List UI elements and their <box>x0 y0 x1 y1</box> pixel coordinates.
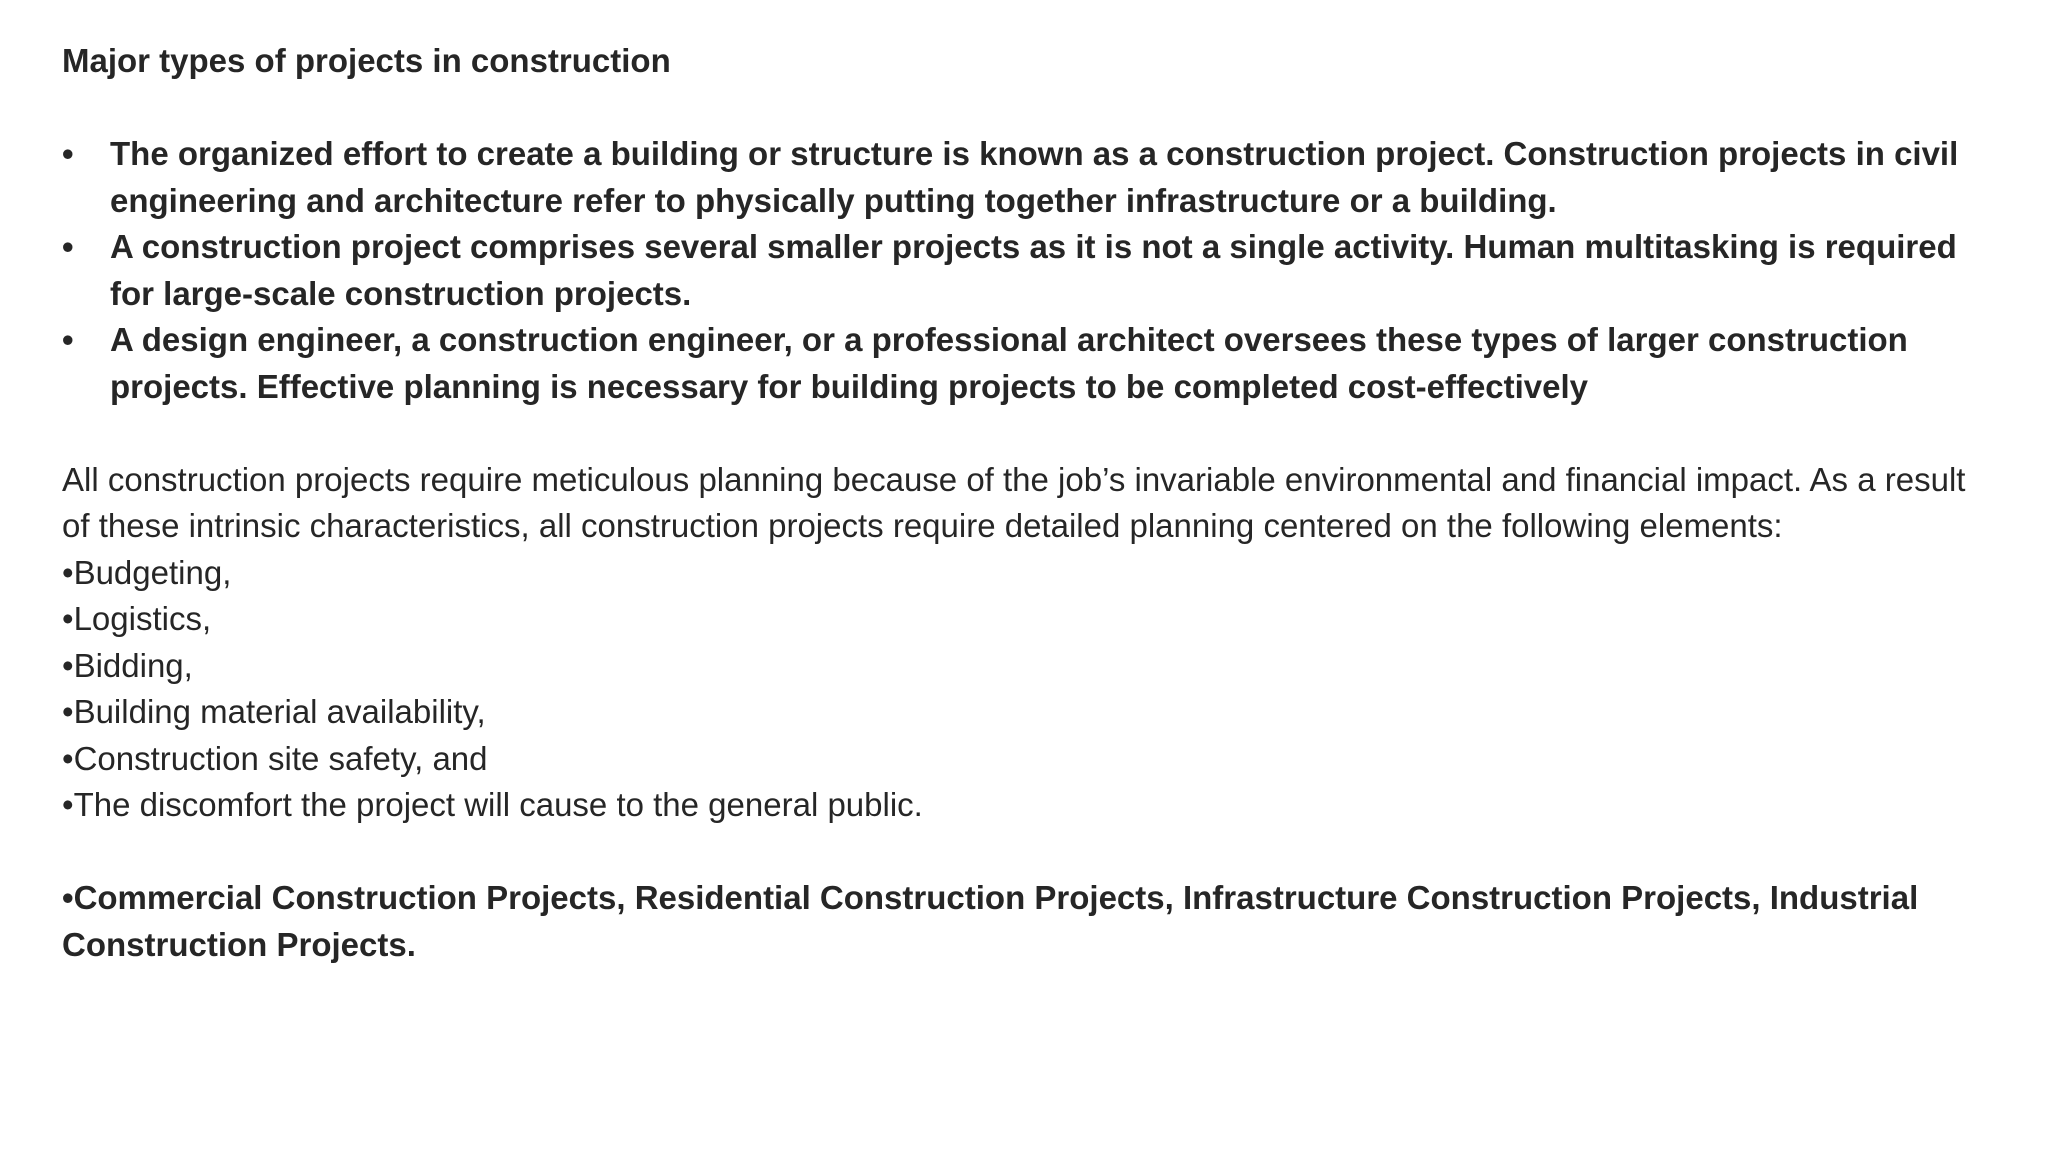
bullet-icon: • <box>62 228 74 265</box>
planning-element <box>62 550 2002 597</box>
project-types-text: Commercial Construction Projects, Residential Construction Projects, Infrastructure Construction Projects, Industrial Construction Projects. <box>62 879 1919 963</box>
key-point <box>62 317 2002 410</box>
key-point-text: A design engineer, a construction engineer, or a professional architect oversees these types of larger construction projects. Effective planning is necessary for building projects to be completed cost-effectively <box>110 321 1908 405</box>
key-point-text: The organized effort to create a building or structure is known as a construction project. Construction projects in civil engineering and architecture refer to physically putting together infrastructure or a building. <box>110 135 1959 219</box>
bullet-icon: • <box>62 693 74 730</box>
slide-content <box>62 38 2002 968</box>
planning-element <box>62 596 2002 643</box>
planning-element-text: Budgeting, <box>73 553 232 591</box>
key-point <box>62 131 2002 224</box>
spacer <box>62 829 2002 876</box>
planning-element-text: Logistics, <box>73 600 212 637</box>
planning-element-text: Bidding, <box>73 646 193 684</box>
planning-element <box>62 736 2002 783</box>
planning-element <box>62 643 2002 690</box>
bullet-icon: • <box>62 321 74 358</box>
key-point <box>62 224 2002 317</box>
planning-elements-list <box>62 550 2002 829</box>
bullet-icon: • <box>62 879 74 916</box>
bullet-icon: • <box>62 646 74 684</box>
intro-paragraph: All construction projects require meticulous planning because of the job’s invariable environmental and financial impact. As a result of these intrinsic characteristics, all construction projects require detailed planning centered on the following elements: <box>62 460 1966 544</box>
spacer <box>62 410 2002 457</box>
bullet-icon: • <box>62 135 74 172</box>
planning-element <box>62 689 2002 736</box>
bullet-icon: • <box>62 786 74 823</box>
bullet-icon: • <box>62 600 74 637</box>
key-points-list <box>62 131 2002 410</box>
key-point-text: A construction project comprises several smaller projects as it is not a single activity. Human multitasking is required for large-scale construction projects. <box>110 228 1957 312</box>
project-types-line <box>62 875 2002 968</box>
planning-element-text: The discomfort the project will cause to the general public. <box>73 786 923 823</box>
bullet-icon: • <box>62 739 74 777</box>
planning-element-text: Construction site safety, and <box>73 739 488 777</box>
slide-title: Major types of projects in construction <box>62 42 671 79</box>
bullet-icon: • <box>62 553 74 591</box>
planning-element-text: Building material availability, <box>73 693 486 730</box>
planning-element <box>62 782 2002 829</box>
spacer <box>62 85 2002 132</box>
